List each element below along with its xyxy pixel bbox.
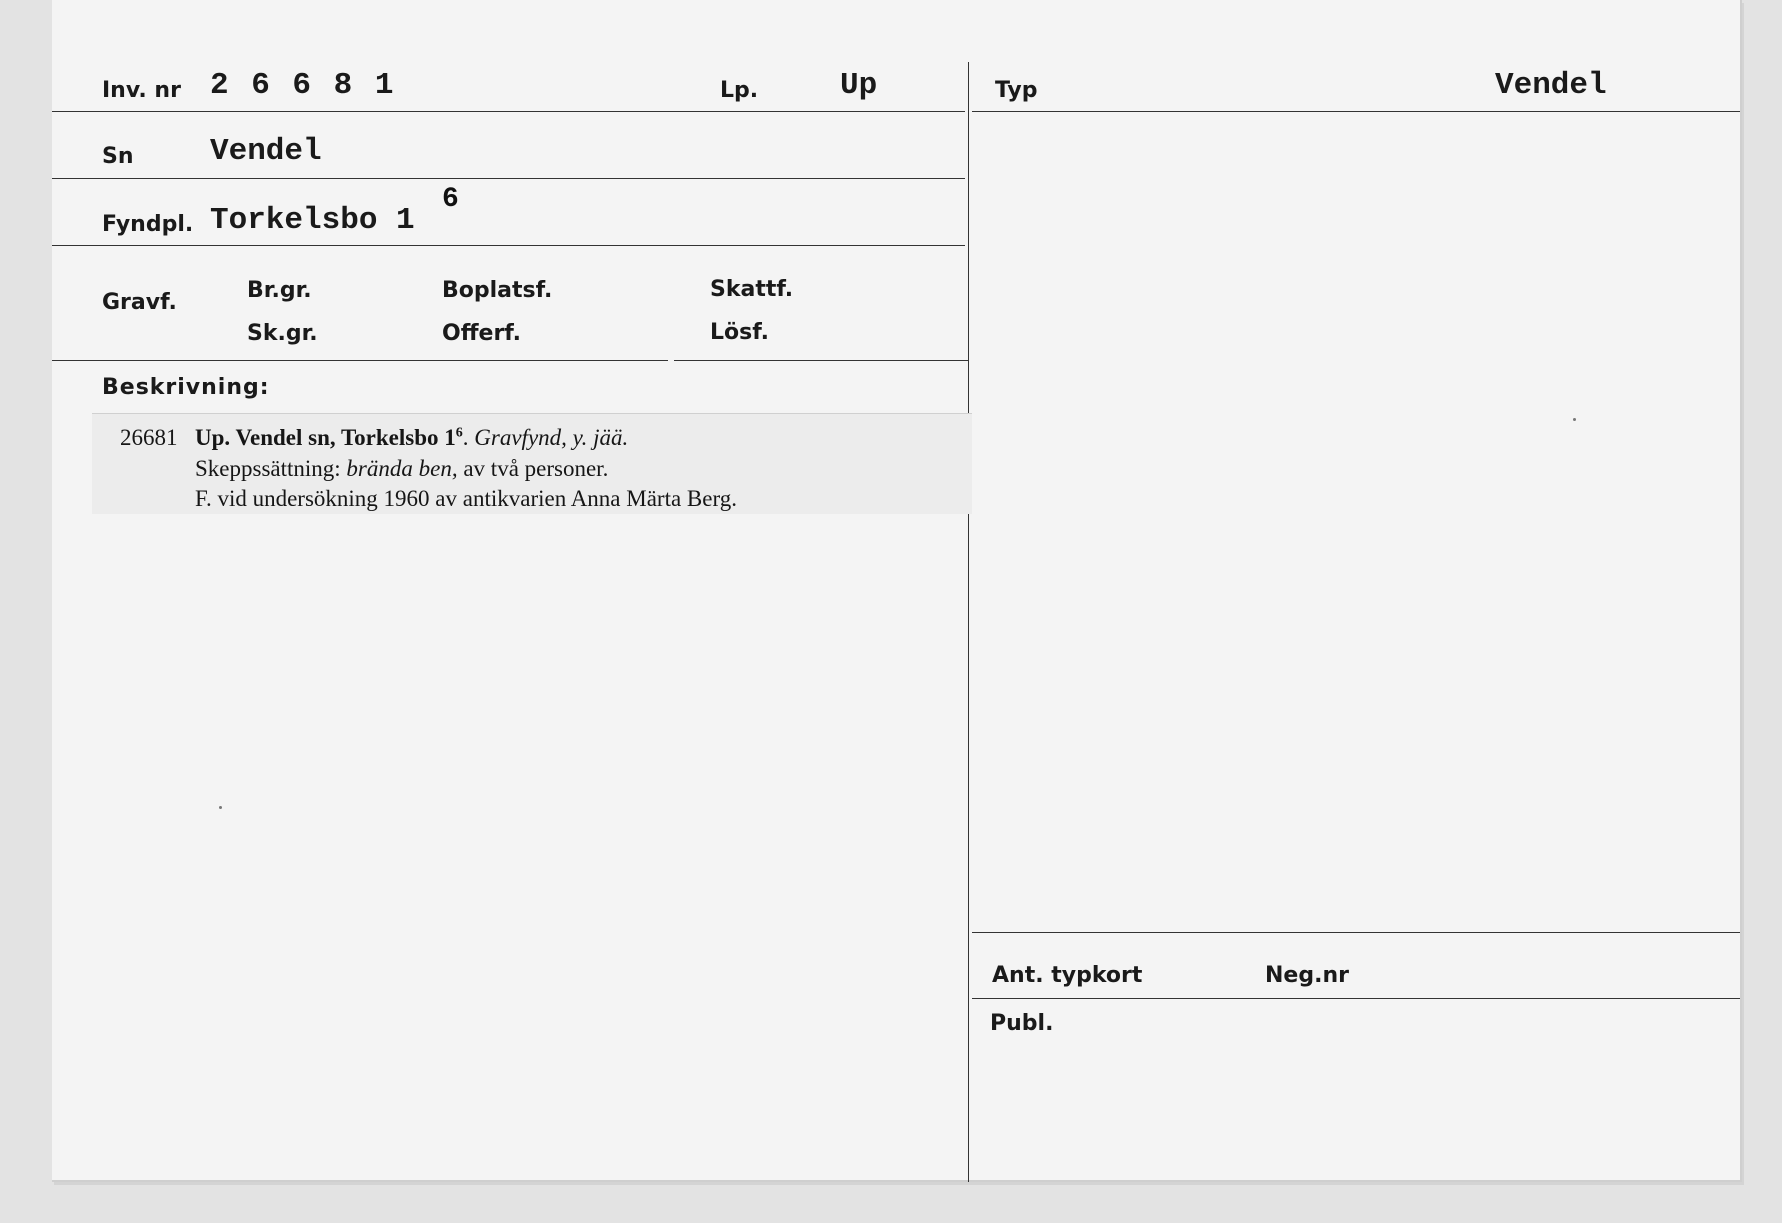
description-clipping [92,413,972,514]
speck [219,806,222,809]
skattf-label: Skattf. [710,277,794,302]
lp-value: Up [840,68,878,103]
typ-label: Typ [995,78,1038,103]
losf-label: Lösf. [710,320,769,345]
catalog-card [52,0,1742,1182]
line2-italic: brända ben, [346,456,458,481]
fyndpl-superscript: 6 [442,184,459,215]
rule-inv [52,111,965,112]
catalog-number: 26681 [120,425,178,450]
boplatsf-label: Boplatsf. [442,278,553,303]
column-divider [968,62,969,1182]
description-line-1 [195,426,628,449]
line2-end: av två personer. [457,456,609,481]
gravf-label: Gravf. [102,290,177,315]
line1-separator: . [462,425,475,450]
rule-publ [972,998,1740,999]
line2-start: Skeppssättning: [195,456,347,481]
speck [1573,418,1576,421]
offerf-label: Offerf. [442,321,522,346]
rule-categories-b [674,360,968,361]
typ-value: Vendel [1495,68,1607,103]
rule-sn [52,178,965,179]
ant-typkort-label: Ant. typkort [992,963,1143,988]
rule-categories-a [52,360,668,361]
description-line-2 [195,457,608,480]
sn-label: Sn [102,144,134,169]
sk-gr-label: Sk.gr. [247,321,318,346]
beskrivning-label: Beskrivning: [102,375,270,400]
rule-typ [972,111,1740,112]
neg-nr-label: Neg.nr [1265,963,1349,988]
sn-value: Vendel [210,134,322,169]
rule-fyndpl [52,245,965,246]
lp-label: Lp. [720,78,759,103]
find-type-italic: Gravfynd, y. jää. [474,425,629,450]
inv-nr-value: 2 6 6 8 1 [210,68,396,103]
publ-label: Publ. [990,1011,1054,1036]
inv-nr-label: Inv. nr [102,78,181,103]
fyndpl-label: Fyndpl. [102,212,194,237]
rule-ant [972,932,1740,933]
br-gr-label: Br.gr. [247,278,312,303]
description-line-3: F. vid undersökning 1960 av antikvarien Anna Märta Berg. [195,486,737,511]
locality-bold: Up. Vendel sn, Torkelsbo 1 [195,425,456,450]
locality-superscript: 6 [455,425,463,441]
fyndpl-value: Torkelsbo 1 [210,203,415,238]
